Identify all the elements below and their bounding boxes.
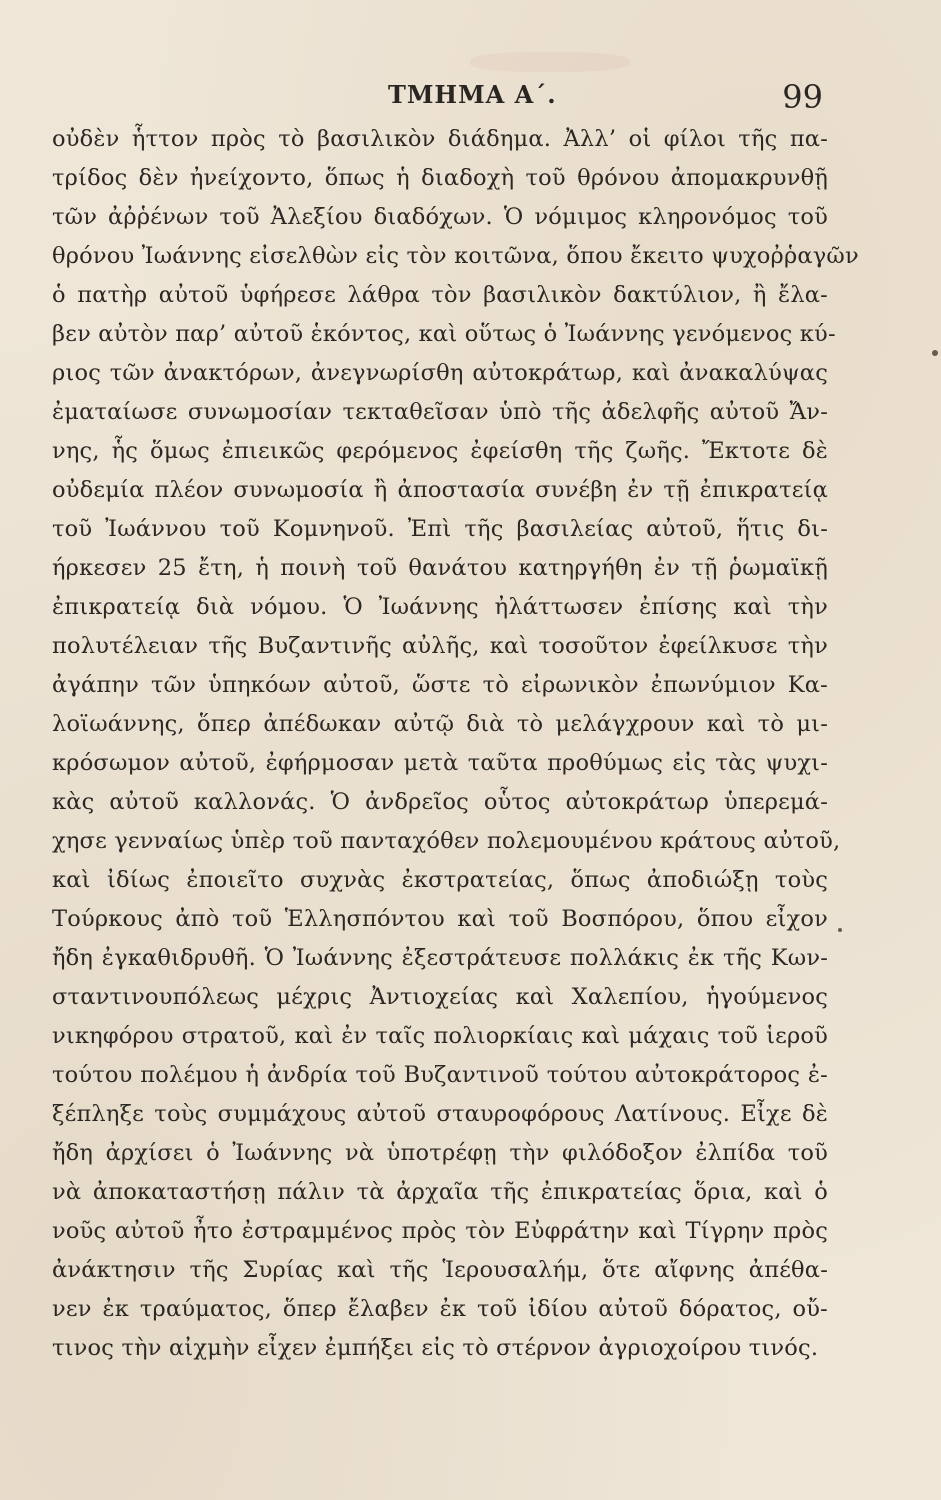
text-line: Τούρκους ἀπὸ τοῦ Ἑλλησπόντου καὶ τοῦ Βοσπόρου, ὅπου εἶχον [52, 906, 828, 932]
text-line: ὁ πατὴρ αὐτοῦ ὑφήρεσε λάθρα τὸν βασιλικὸν δακτύλιον, ἢ ἔλα- [52, 282, 828, 308]
text-line: οὐδὲν ἧττον πρὸς τὸ βασιλικὸν διάδημα. Ἀλλ’ οἱ φίλοι τῆς πα- [52, 126, 828, 152]
text-line: καὶ ἰδίως ἐποιεῖτο συχνὰς ἐκστρατείας, ὅπως ἀποδιώξῃ τοὺς [52, 867, 828, 893]
text-line: ἤδη ἐγκαθιδρυθῆ. Ὁ Ἰωάννης ἐξεστράτευσε πολλάκις ἐκ τῆς Κων- [52, 945, 828, 971]
text-line: ἐματαίωσε συνωμοσίαν τεκταθεῖσαν ὑπὸ τῆς ἀδελφῆς αὐτοῦ Ἄν- [52, 399, 828, 425]
margin-speck [932, 350, 938, 356]
text-line: ριος τῶν ἀνακτόρων, ἀνεγνωρίσθη αὐτοκράτωρ, καὶ ἀνακαλύψας [52, 360, 828, 386]
text-line: ἐπικρατείᾳ διὰ νόμου. Ὁ Ἰωάννης ἠλάττωσεν ἐπίσης καὶ τὴν [52, 594, 828, 620]
margin-speck [838, 928, 842, 932]
text-line: βεν αὐτὸν παρ’ αὐτοῦ ἑκόντος, καὶ οὕτως ὁ Ἰωάννης γενόμενος κύ- [52, 321, 836, 347]
text-line: νοῦς αὐτοῦ ἦτο ἐστραμμένος πρὸς τὸν Εὐφράτην καὶ Τίγρην πρὸς [52, 1218, 828, 1244]
text-line: τρίδος δὲν ἠνείχοντο, ὅπως ἡ διαδοχὴ τοῦ θρόνου ἀπομακρυνθῇ [52, 165, 828, 191]
text-line: ἀνάκτησιν τῆς Συρίας καὶ τῆς Ἱερουσαλήμ, ὅτε αἴφνης ἀπέθα- [52, 1257, 828, 1283]
running-head: ΤΜΗΜΑ Α΄. [388, 80, 557, 109]
body-text [52, 120, 859, 1368]
text-line: λοϊωάννης, ὅπερ ἀπέδωκαν αὐτῷ διὰ τὸ μελάγχρουν καὶ τὸ μι- [52, 711, 828, 737]
text-line: κρόσωμον αὐτοῦ, ἐφήρμοσαν μετὰ ταῦτα προθύμως εἰς τὰς ψυχι- [52, 750, 828, 776]
text-line: τῶν ἀῤῥένων τοῦ Ἀλεξίου διαδόχων. Ὁ νόμιμος κληρονόμος τοῦ [52, 204, 828, 230]
text-line: θρόνου Ἰωάννης εἰσελθὼν εἰς τὸν κοιτῶνα, ὅπου ἔκειτο ψυχοῤῥαγῶν [52, 243, 859, 269]
text-line: ἀγάπην τῶν ὑπηκόων αὐτοῦ, ὥστε τὸ εἰρωνικὸν ἐπωνύμιον Κα- [52, 672, 828, 698]
text-line: οὐδεμία πλέον συνωμοσία ἢ ἀποστασία συνέβη ἐν τῇ ἐπικρατείᾳ [52, 477, 828, 503]
text-line: τινος τὴν αἰχμὴν εἶχεν ἐμπήξει εἰς τὸ στέρνον ἀγριοχοίρου τινός. [52, 1335, 819, 1361]
text-line: χησε γενναίως ὑπὲρ τοῦ πανταχόθεν πολεμουμένου κράτους αὐτοῦ, [52, 828, 841, 854]
text-line: ήρκεσεν 25 ἔτη, ἡ ποινὴ τοῦ θανάτου κατηργήθη ἐν τῇ ῥωμαϊκῇ [52, 555, 828, 581]
text-line: νὰ ἀποκαταστήσῃ πάλιν τὰ ἀρχαῖα τῆς ἐπικρατείας ὅρια, καὶ ὁ [52, 1179, 828, 1205]
text-line: τούτου πολέμου ἡ ἀνδρία τοῦ Βυζαντινοῦ τούτου αὐτοκράτορος ἐ- [52, 1062, 828, 1088]
text-line: νικηφόρου στρατοῦ, καὶ ἐν ταῖς πολιορκίαις καὶ μάχαις τοῦ ἱεροῦ [52, 1023, 828, 1049]
text-line: νεν ἐκ τραύματος, ὅπερ ἔλαβεν ἐκ τοῦ ἰδίου αὐτοῦ δόρατος, οὔ- [52, 1296, 828, 1322]
text-line: τοῦ Ἰωάννου τοῦ Κομνηνοῦ. Ἐπὶ τῆς βασιλείας αὐτοῦ, ἥτις δι- [52, 516, 828, 542]
text-line: σταντινουπόλεως μέχρις Ἀντιοχείας καὶ Χαλεπίου, ἡγούμενος [52, 984, 828, 1010]
text-line: κὰς αὐτοῦ καλλονάς. Ὁ ἀνδρεῖος οὗτος αὐτοκράτωρ ὑπερεμά- [52, 789, 828, 815]
text-line: πολυτέλειαν τῆς Βυζαντινῆς αὐλῆς, καὶ τοσοῦτον ἐφείλκυσε τὴν [52, 633, 828, 659]
text-line: ἤδη ἀρχίσει ὁ Ἰωάννης νὰ ὑποτρέφῃ τὴν φιλόδοξον ἐλπίδα τοῦ [52, 1140, 828, 1166]
text-line: νης, ἧς ὅμως ἐπιεικῶς φερόμενος ἐφείσθη τῆς ζωῆς. Ἔκτοτε δὲ [52, 438, 828, 464]
text-line: ξέπληξε τοὺς συμμάχους αὐτοῦ σταυροφόρους Λατίνους. Εἶχε δὲ [52, 1101, 828, 1127]
page-stain [470, 52, 630, 72]
page-number: 99 [782, 78, 823, 116]
